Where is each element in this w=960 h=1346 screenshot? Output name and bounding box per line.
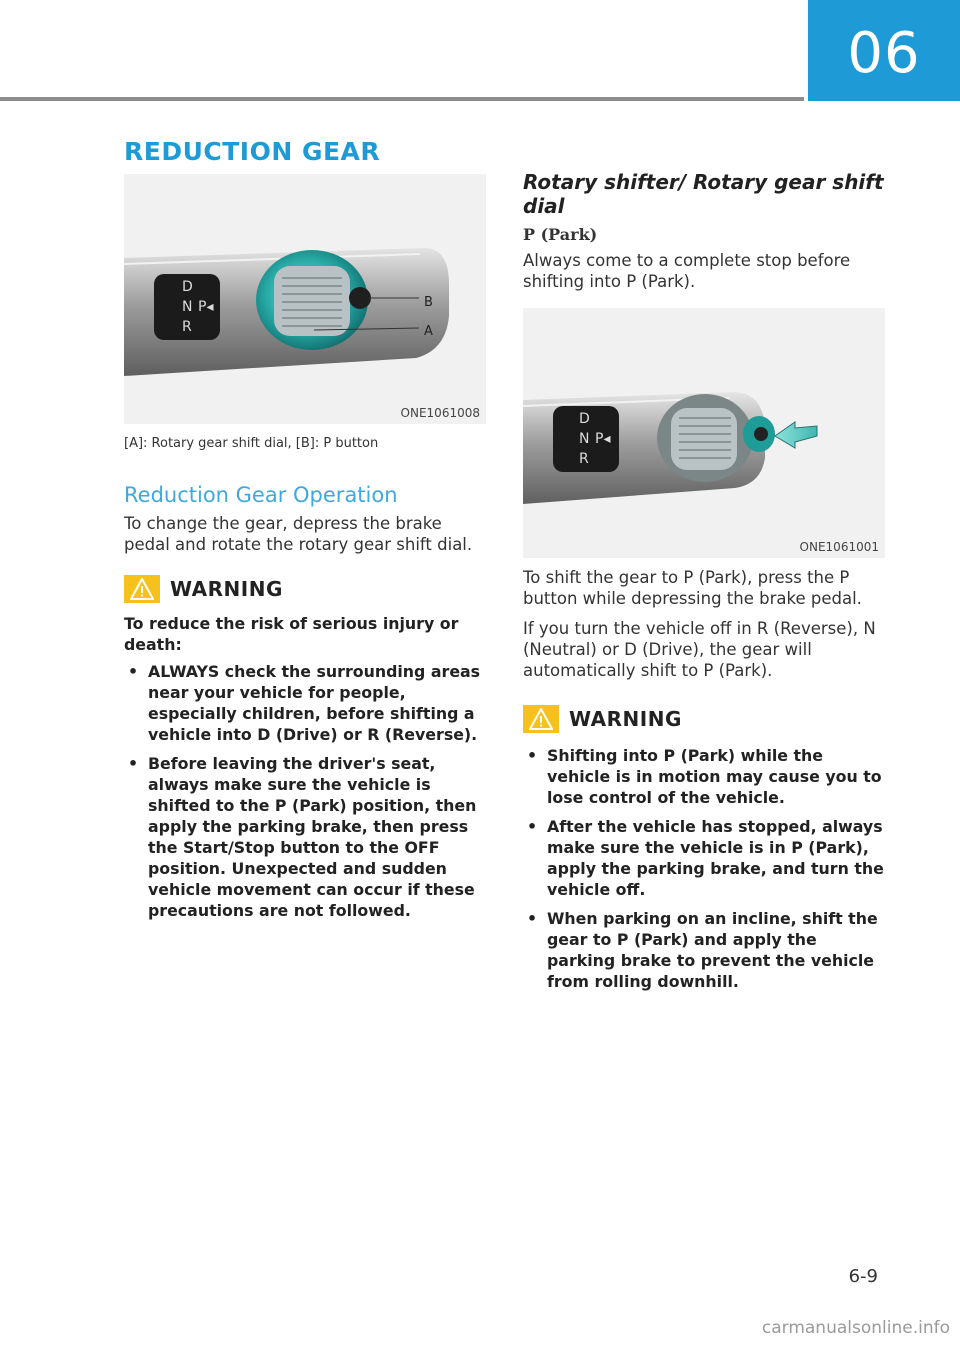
rotary-dial-illustration (124, 174, 486, 424)
display-n: N (579, 431, 590, 447)
warning-icon (523, 705, 559, 733)
heading-rotary-shifter: Rotary shifter/ Rotary gear shift dial (523, 170, 884, 218)
body-text: To change the gear, depress the brake pedal and rotate the rotary gear shift dial. (124, 514, 473, 554)
p-button-illustration (523, 308, 885, 558)
subheading-park: P (Park) (523, 225, 598, 244)
warning-title: WARNING (170, 577, 283, 601)
warning-list (124, 661, 486, 921)
chapter-tab: 06 (808, 0, 960, 101)
figure-rotary-dial (124, 174, 486, 424)
warning-header (124, 575, 486, 603)
figure-p-button (523, 308, 885, 558)
display-p: P◂ (198, 299, 214, 315)
figure-caption: [A]: Rotary gear shift dial, [B]: P button (124, 436, 379, 451)
display-r: R (182, 319, 192, 335)
list-item: • When parking on an incline, shift the gear to P (Park) and apply the parking brake to prevent the vehicle from rolling downhill. (523, 908, 885, 992)
right-column (523, 170, 885, 1000)
watermark: carmanualsonline.info (761, 1318, 950, 1338)
body-text: Always come to a complete stop before shifting into P (Park). (523, 251, 851, 291)
left-column (124, 174, 486, 929)
label-b: B (424, 295, 433, 310)
list-item: • ALWAYS check the surrounding areas near your vehicle for people, especially children, before shifting a vehicle into D (Drive) or R (Reverse). (124, 661, 486, 745)
page-number: 6-9 (848, 1266, 878, 1287)
warning-title: WARNING (569, 707, 682, 731)
subheading-reduction-gear-operation: Reduction Gear Operation (124, 483, 398, 507)
figure-code: ONE1061008 (400, 406, 480, 420)
display-n: N (182, 299, 193, 315)
body-text: If you turn the vehicle off in R (Reverse), N (Neutral) or D (Drive), the gear will automatically shift to P (Park). (523, 619, 876, 680)
list-item: • Shifting into P (Park) while the vehicle is in motion may cause you to lose control of the vehicle. (523, 745, 885, 808)
body-text: To shift the gear to P (Park), press the P button while depressing the brake pedal. (523, 568, 862, 608)
section-title: REDUCTION GEAR (124, 137, 381, 166)
display-d: D (579, 411, 590, 427)
warning-icon (124, 575, 160, 603)
warning-list (523, 745, 885, 992)
warning-intro: To reduce the risk of serious injury or death: (124, 614, 459, 654)
display-r: R (579, 451, 589, 467)
warning-header (523, 705, 885, 733)
figure-code: ONE1061001 (799, 540, 879, 554)
header-rule (0, 97, 804, 101)
display-p: P◂ (595, 431, 611, 447)
display-d: D (182, 279, 193, 295)
list-item: • After the vehicle has stopped, always make sure the vehicle is in P (Park), apply the parking brake, and turn the vehicle off. (523, 816, 885, 900)
label-a: A (424, 324, 433, 339)
list-item: • Before leaving the driver's seat, always make sure the vehicle is shifted to the P (Park) position, then apply the parking brake, then press the Start/Stop button to the OFF position. Unexpected and sudden vehicle movement can occur if these precautions are not followed. (124, 753, 486, 921)
